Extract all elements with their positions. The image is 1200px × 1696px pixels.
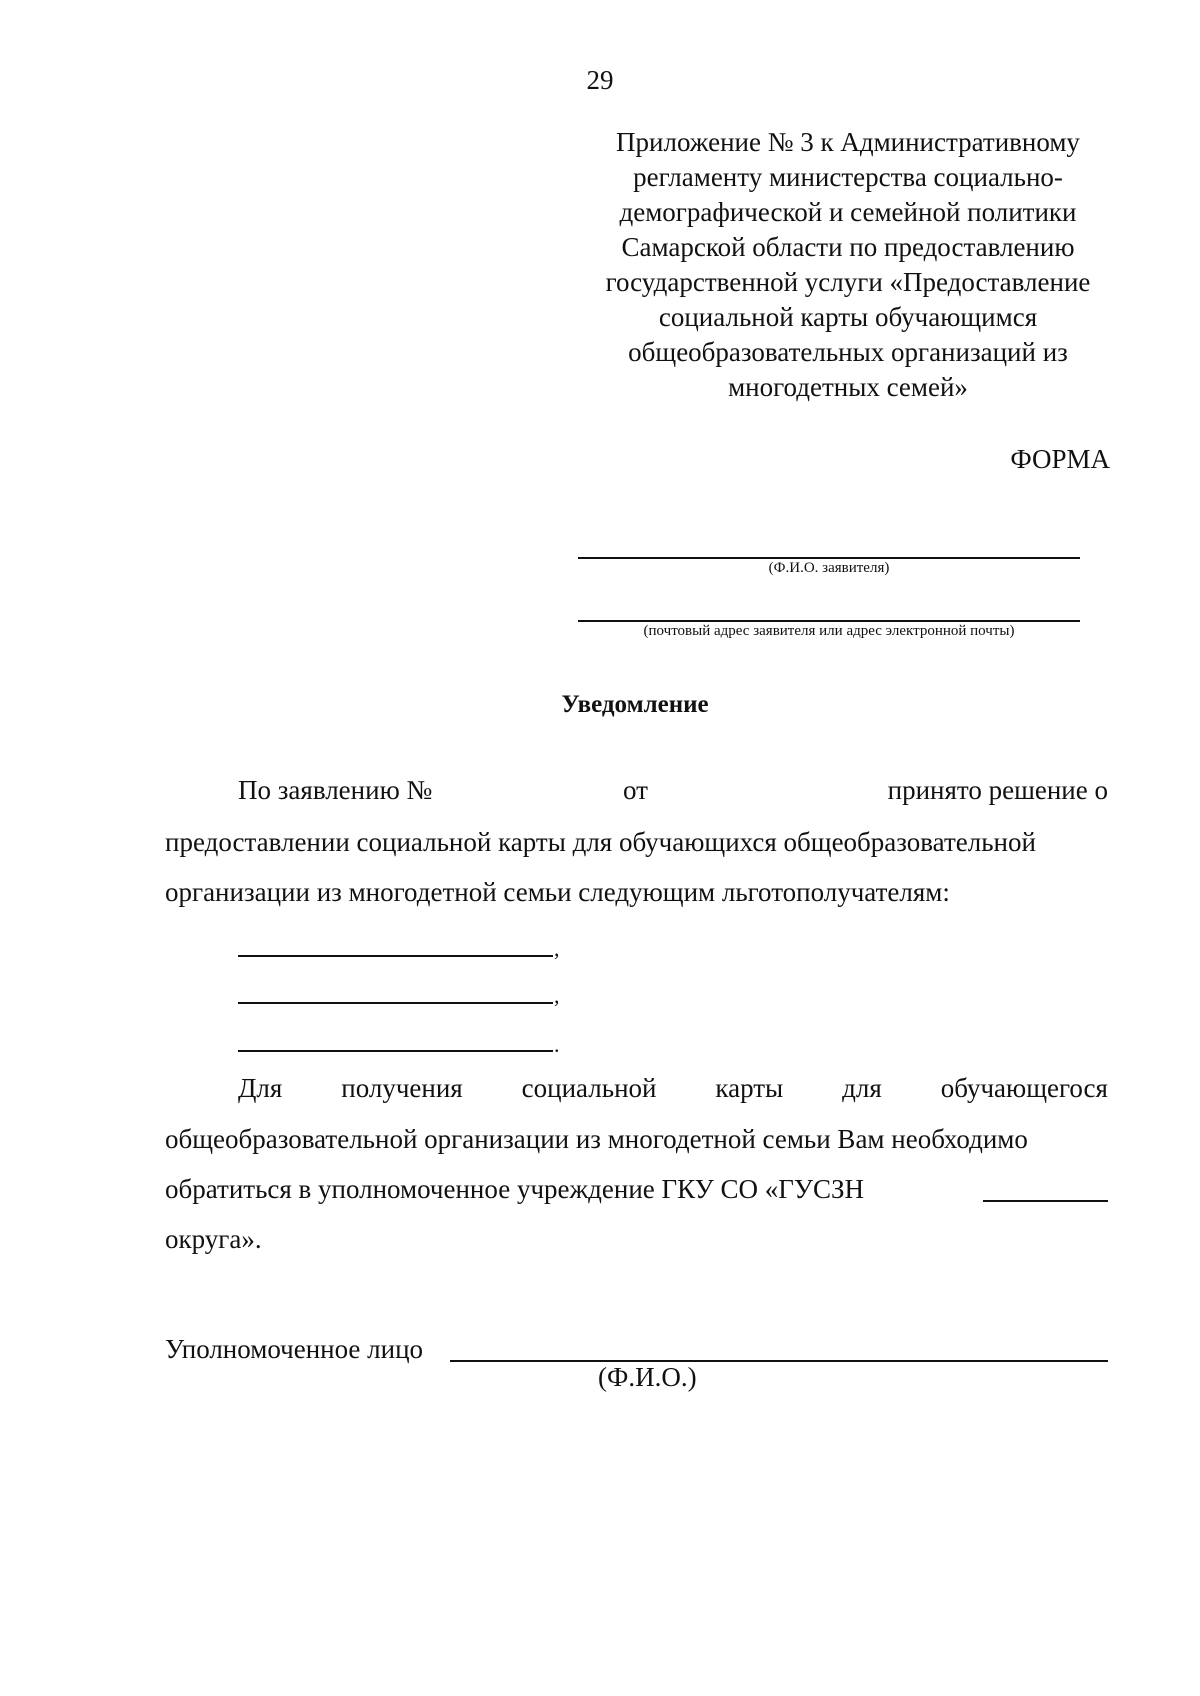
recipient-punct: . [554, 1032, 560, 1057]
annex-line: Самарской области по предоставлению [621, 232, 1075, 262]
annex-line: демографической и семейной политики [619, 197, 1077, 227]
para2-word: обучающегося [940, 1073, 1108, 1103]
annex-line: государственной услуги «Предоставление [605, 267, 1091, 297]
para2-line1 [238, 1072, 1108, 1104]
signature-caption: (Ф.И.О.) [598, 1362, 697, 1392]
para1-line2: предоставлении социальной карты для обучающихся общеобразовательной [165, 827, 1036, 857]
para2-word: социальной [521, 1073, 657, 1103]
page-number: 29 [586, 65, 614, 95]
para2-line2: общеобразовательной организации из многодетной семьи Вам необходимо [165, 1124, 1028, 1154]
applicant-address-caption: (почтовый адрес заявителя или адрес электронной почты) [643, 623, 1015, 639]
recipient-punct: , [554, 936, 560, 961]
para2-word: получения [341, 1073, 463, 1103]
applicant-name-caption: (Ф.И.О. заявителя) [768, 560, 890, 576]
recipient-punct: , [554, 983, 560, 1008]
para1-part3: принято решение о [887, 775, 1108, 805]
notice-title: Уведомление [561, 691, 709, 718]
district-blank [983, 1200, 1108, 1202]
recipient-blank-1 [238, 955, 553, 957]
para1-line3: организации из многодетной семьи следующим льготополучателям: [165, 877, 950, 907]
signature-line [450, 1360, 1108, 1362]
para2-line4: округа». [165, 1224, 262, 1254]
para2-word: Для [238, 1073, 283, 1103]
recipient-blank-2 [238, 1002, 553, 1004]
annex-line: Приложение № 3 к Административному [616, 127, 1080, 157]
para1-part1: По заявлению № [238, 775, 433, 805]
annex-line: социальной карты обучающимся [658, 302, 1038, 332]
annex-header [578, 125, 1118, 405]
recipient-blank-3 [238, 1050, 553, 1052]
para2-word: для [842, 1073, 882, 1103]
para2-line3: обратиться в уполномоченное учреждение ГКУ СО «ГУСЗН [165, 1174, 864, 1204]
signature-label: Уполномоченное лицо [165, 1334, 424, 1364]
para2-word: карты [715, 1073, 784, 1103]
annex-line: общеобразовательных организаций из [628, 337, 1068, 367]
form-label: ФОРМА [1010, 444, 1110, 474]
annex-line: регламенту министерства социально- [633, 162, 1063, 192]
annex-line: многодетных семей» [728, 372, 968, 402]
para1-part2: от [623, 775, 648, 805]
